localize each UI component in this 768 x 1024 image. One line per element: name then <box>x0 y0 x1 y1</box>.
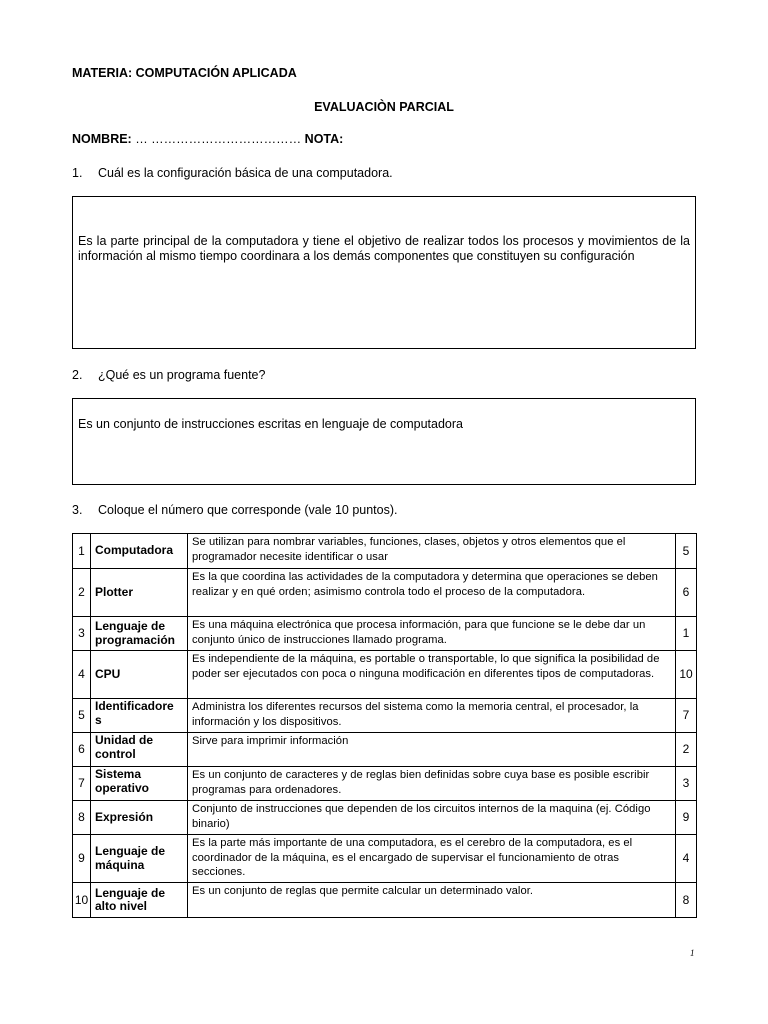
row-term: Plotter <box>91 569 188 617</box>
name-blank: … ……………………………… <box>135 132 302 146</box>
question-text: Cuál es la configuración básica de una computadora. <box>98 166 393 180</box>
row-description: Se utilizan para nombrar variables, funciones, clases, objetos y otros elementos que el programador necesite identificar o usar <box>188 534 676 569</box>
row-term: Lenguaje de alto nivel <box>91 883 188 918</box>
row-term: Identificadore s <box>91 699 188 733</box>
row-answer: 6 <box>676 569 697 617</box>
row-number: 3 <box>73 617 91 651</box>
row-term: CPU <box>91 651 188 699</box>
row-answer: 8 <box>676 883 697 918</box>
table-row <box>73 767 697 801</box>
answer-box-2 <box>72 398 696 485</box>
row-term: Lenguaje de máquina <box>91 835 188 883</box>
question-3 <box>72 503 398 517</box>
table-row <box>73 883 697 918</box>
row-answer: 10 <box>676 651 697 699</box>
row-answer: 9 <box>676 801 697 835</box>
row-term: Sistema operativo <box>91 767 188 801</box>
row-number: 6 <box>73 733 91 767</box>
row-description: Es una máquina electrónica que procesa información, para que funcione se le debe dar un conjunto único de instrucciones llamado programa. <box>188 617 676 651</box>
table-row <box>73 835 697 883</box>
row-number: 10 <box>73 883 91 918</box>
question-number: 3. <box>72 503 83 517</box>
question-number: 1. <box>72 166 83 180</box>
row-description: Es independiente de la máquina, es portable o transportable, lo que significa la posibilidad de poder ser ejecutados con poca o ninguna modificación en diferentes tipos de computadoras. <box>188 651 676 699</box>
row-answer: 7 <box>676 699 697 733</box>
table-row <box>73 534 697 569</box>
row-number: 5 <box>73 699 91 733</box>
page-number: 1 <box>690 948 695 958</box>
row-answer: 2 <box>676 733 697 767</box>
row-number: 7 <box>73 767 91 801</box>
exam-title: EVALUACIÒN PARCIAL <box>314 100 454 114</box>
row-description: Sirve para imprimir información <box>188 733 676 767</box>
row-description: Es la parte más importante de una computadora, es el cerebro de la computadora, es el coordinador de la máquina, es el encargado de supervisar el funcionamiento de otras secciones. <box>188 835 676 883</box>
row-number: 1 <box>73 534 91 569</box>
row-term: Lenguaje de programación <box>91 617 188 651</box>
row-answer: 3 <box>676 767 697 801</box>
row-number: 9 <box>73 835 91 883</box>
question-number: 2. <box>72 368 83 382</box>
row-answer: 5 <box>676 534 697 569</box>
row-term: Computadora <box>91 534 188 569</box>
answer-text: Es la parte principal de la computadora y tiene el objetivo de realizar todos los procesos y movimientos de la información al mismo tiempo coordinara a los demás componentes que constituyen su configuración <box>78 234 690 263</box>
row-description: Conjunto de instrucciones que dependen de los circuitos internos de la maquina (ej. Código binario) <box>188 801 676 835</box>
subject-heading: MATERIA: COMPUTACIÓN APLICADA <box>72 66 297 80</box>
name-label: NOMBRE: <box>72 132 132 146</box>
row-answer: 4 <box>676 835 697 883</box>
row-number: 8 <box>73 801 91 835</box>
name-line <box>72 132 343 146</box>
question-1 <box>72 166 393 180</box>
matching-table <box>72 533 697 918</box>
grade-label: NOTA: <box>304 132 344 146</box>
table-row <box>73 569 697 617</box>
answer-box-1 <box>72 196 696 349</box>
row-description: Administra los diferentes recursos del sistema como la memoria central, el procesador, la información y los dispositivos. <box>188 699 676 733</box>
answer-text: Es un conjunto de instrucciones escritas en lenguaje de computadora <box>78 417 463 431</box>
row-answer: 1 <box>676 617 697 651</box>
row-term: Unidad de control <box>91 733 188 767</box>
table-row <box>73 699 697 733</box>
row-description: Es la que coordina las actividades de la computadora y determina que operaciones se deben realizar y en qué orden; asimismo controla todo el proceso de la computadora. <box>188 569 676 617</box>
row-description: Es un conjunto de caracteres y de reglas bien definidas sobre cuya base es posible escribir programas para ordenadores. <box>188 767 676 801</box>
row-description: Es un conjunto de reglas que permite calcular un determinado valor. <box>188 883 676 918</box>
row-number: 2 <box>73 569 91 617</box>
row-number: 4 <box>73 651 91 699</box>
table-row <box>73 801 697 835</box>
table-row <box>73 733 697 767</box>
question-text: ¿Qué es un programa fuente? <box>98 368 266 382</box>
question-2 <box>72 368 265 382</box>
question-text: Coloque el número que corresponde (vale 10 puntos). <box>98 503 398 517</box>
table-row <box>73 651 697 699</box>
table-row <box>73 617 697 651</box>
row-term: Expresión <box>91 801 188 835</box>
